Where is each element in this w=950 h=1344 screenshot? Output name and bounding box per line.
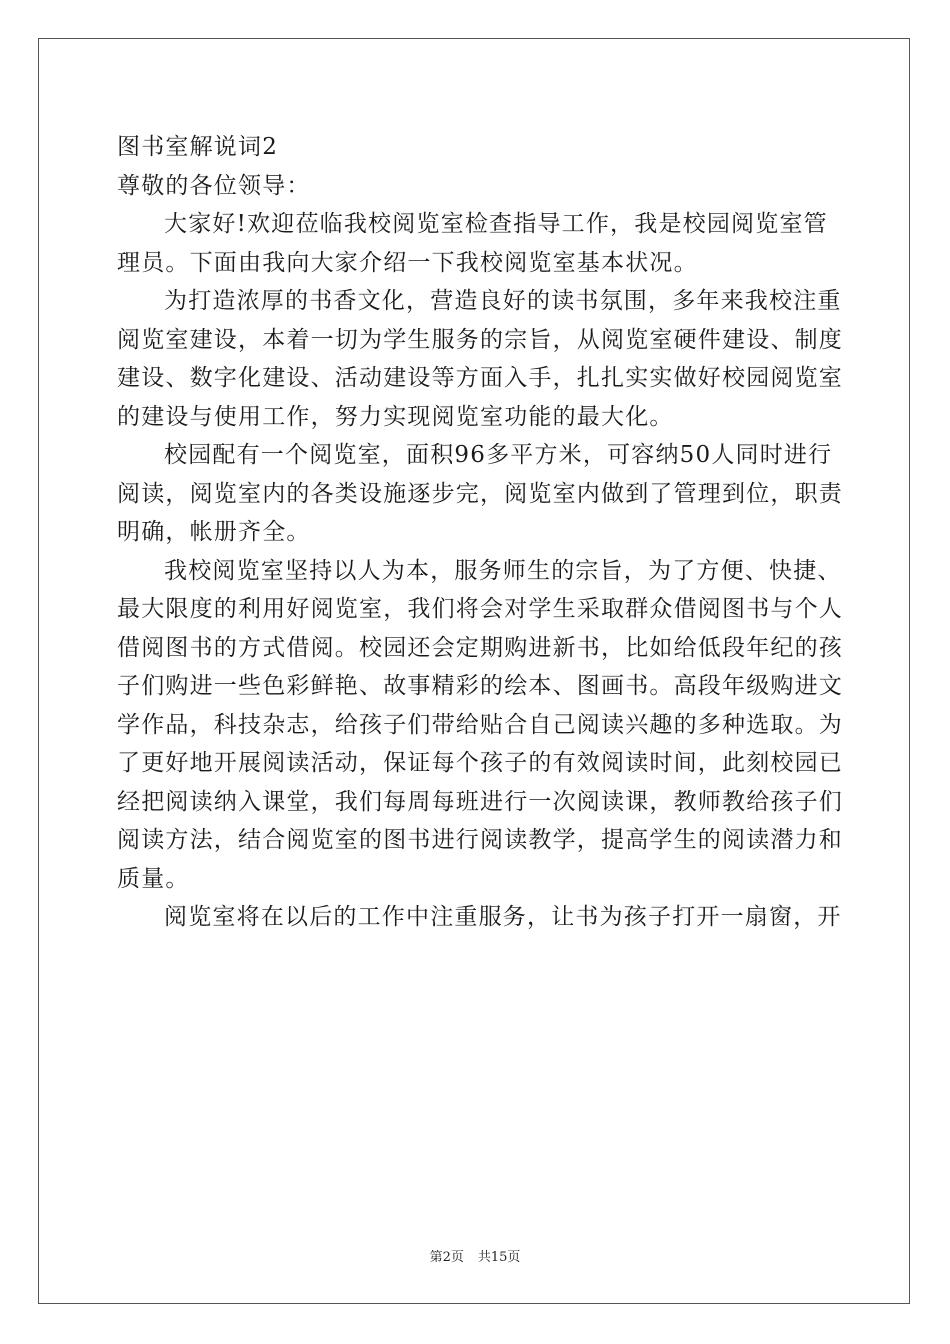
paragraph-line: 经把阅读纳入课堂，我们每周每班进行一次阅读课，教师教给孩子们 (117, 788, 843, 815)
page-total: 共15页 (477, 1250, 521, 1265)
salutation: 尊敬的各位领导： (117, 172, 311, 199)
paragraph-line: 最大限度的利用好阅览室，我们将会对学生采取群众借阅图书与个人 (117, 596, 843, 622)
document-title: 图书室解说词2 (117, 134, 279, 160)
paragraph-line: 学作品，科技杂志，给孩子们带给贴合自己阅读兴趣的多种选取。为 (117, 711, 843, 738)
paragraph-line: 大家好!欢迎莅临我校阅览室检查指导工作，我是校园阅览室管 (164, 211, 828, 237)
paragraph-4 (117, 552, 843, 899)
paragraph-line: 理员。下面由我向大家介绍一下我校阅览室基本状况。 (117, 249, 698, 276)
paragraph-line: 阅读方法，结合阅览室的图书进行阅读教学，提高学生的阅读潜力和 (117, 827, 843, 853)
paragraph-line: 我校阅览室坚持以人为本，服务师生的宗旨，为了方便、快捷、 (164, 557, 842, 584)
paragraph-line: 子们购进一些色彩鲜艳、故事精彩的绘本、图画书。高段年级购进文 (117, 673, 843, 699)
paragraph-line: 为打造浓厚的书香文化，营造良好的读书氛围，多年来我校注重 (164, 288, 842, 314)
paragraph-line: 建设、数字化建设、活动建设等方面入手，扎扎实实做好校园阅览室 (117, 365, 843, 391)
paragraph-line: 校园配有一个阅览室，面积96多平方米，可容纳50人同时进行 (164, 442, 833, 468)
paragraph-line: 了更好地开展阅读活动，保证每个孩子的有效阅读时间，此刻校园已 (117, 750, 843, 776)
paragraph-3 (117, 436, 843, 552)
page-number: 第2页 (429, 1250, 464, 1265)
paragraph-line: 明确，帐册齐全。 (117, 519, 311, 545)
paragraph-1 (117, 205, 837, 282)
paragraph-line: 阅览室建设，本着一切为学生服务的宗旨，从阅览室硬件建设、制度 (117, 326, 843, 353)
paragraph-line: 阅览室将在以后的工作中注重服务，让书为孩子打开一扇窗，开 (164, 904, 842, 930)
page-footer (0, 1246, 950, 1265)
paragraph-5 (117, 898, 842, 937)
paragraph-line: 质量。 (117, 865, 190, 892)
paragraph-line: 阅读，阅览室内的各类设施逐步完，阅览室内做到了管理到位，职责 (117, 480, 843, 507)
paragraph-line: 的建设与使用工作，努力实现阅览室功能的最大化。 (117, 403, 674, 430)
document-body (117, 128, 843, 937)
paragraph-line: 借阅图书的方式借阅。校园还会定期购进新书，比如给低段年纪的孩 (117, 634, 843, 661)
paragraph-2 (117, 282, 843, 436)
